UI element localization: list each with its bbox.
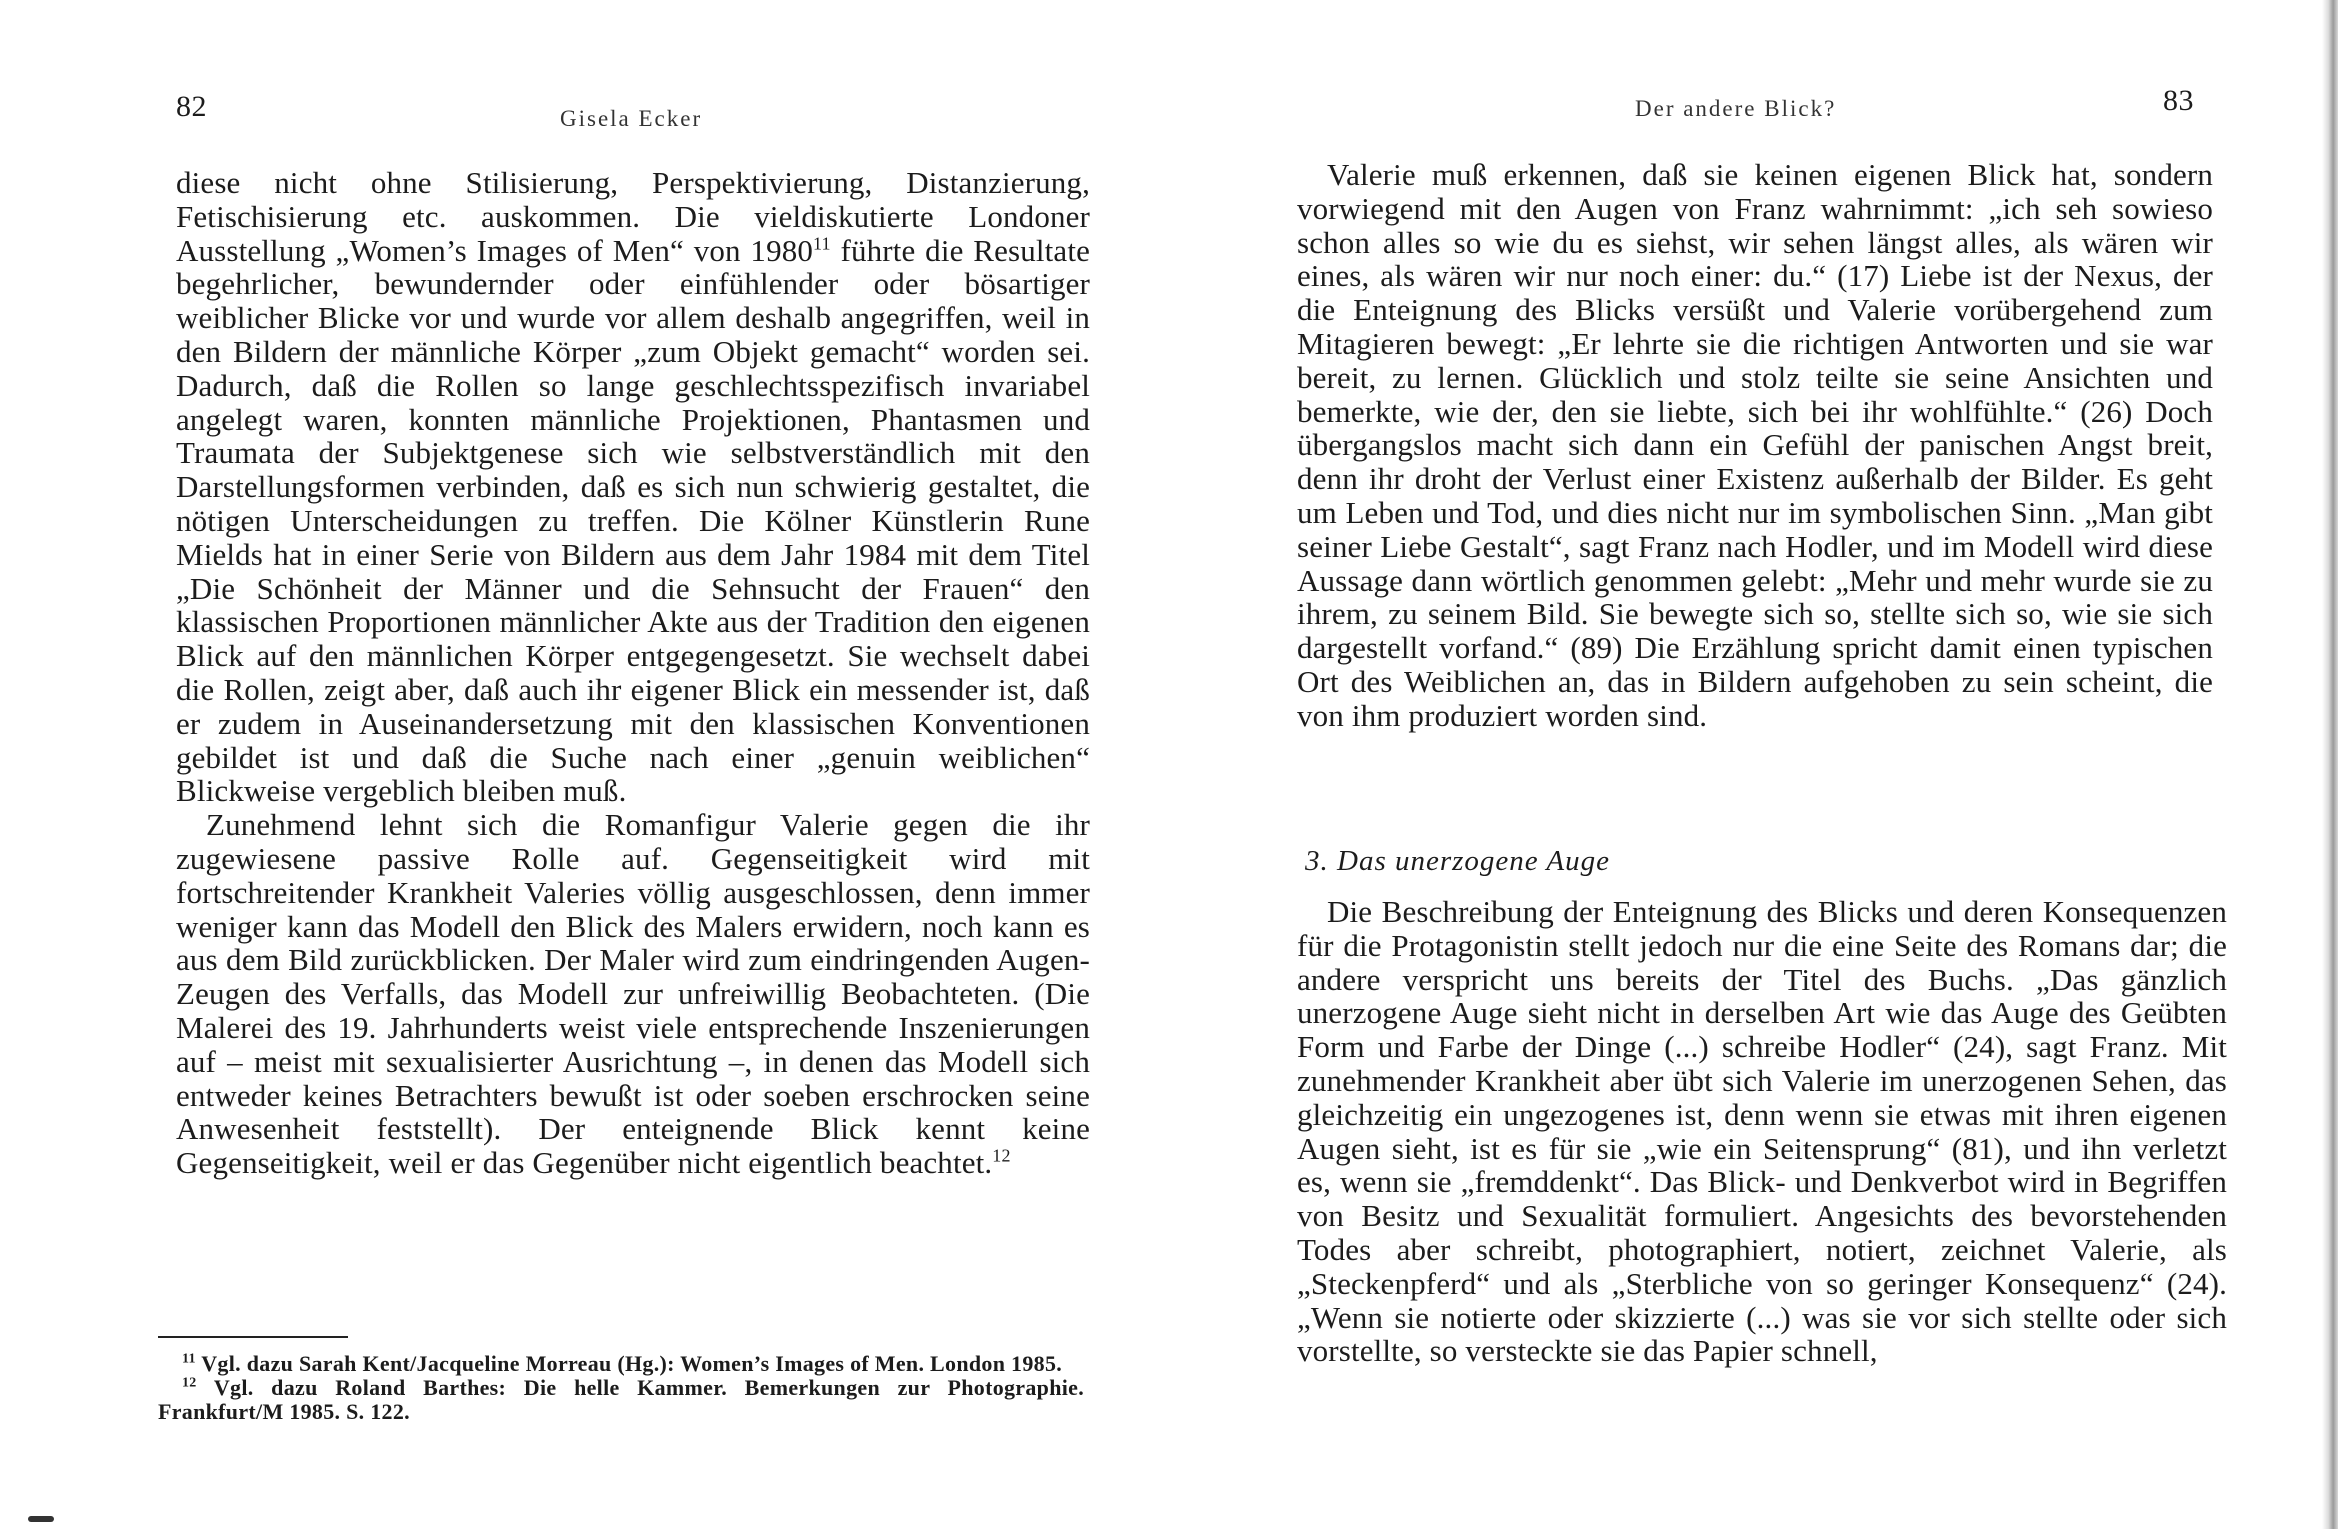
- body-text: [1297, 158, 2213, 733]
- scan-edge: [2322, 0, 2338, 1529]
- paragraph: Zunehmend lehnt sich die Romanfigur Valerie gegen die ihr zugewiesene passive Rolle auf. Gegenseitigkeit wird mit fortschreitender Krankheit Valeries völlig ausgeschlossen, denn immer weniger kann das Modell den Blick des Malers erwidern, noch kann es aus dem Bild zurückblicken. Der Maler wird zum eindringenden Augen-Zeugen des Verfalls, das Modell zur unfreiwillig Beobachteten. (Die Malerei des 19. Jahrhunderts weist viele entsprechende Inszenierungen auf – meist mit sexualisierter Ausrichtung –, in denen das Modell sich entweder keines Betrachters bewußt ist oder soeben erschrocken seine Anwesenheit feststellt). Der enteignende Blick kennt keine Gegenseitigkeit, weil er das Gegenüber nicht eigentlich beachtet.$^{12}$: [176, 807, 1090, 1181]
- footnote-rule: [158, 1336, 348, 1338]
- footnote: $^{11}$ Vgl. dazu Sarah Kent/Jacqueline Morreau (Hg.): Women’s Images of Men. London 1985.: [182, 1351, 1063, 1376]
- footnotes: [158, 1352, 1084, 1424]
- footnote: $^{12}$ Vgl. dazu Roland Barthes: Die helle Kammer. Bemerkungen zur Photographie. Frankfurt/M 1985. S. 122.: [158, 1375, 1085, 1424]
- running-head: Gisela Ecker: [560, 106, 703, 131]
- running-head: Der andere Blick?: [1635, 96, 1837, 121]
- footnote-ref: 11: [813, 233, 831, 254]
- page-number: 82: [176, 90, 207, 123]
- paragraph: Valerie muß erkennen, daß sie keinen eigenen Blick hat, sondern vorwiegend mit den Augen von Franz wahrnimmt: „ich seh sowieso schon alles so wie du es siehst, wir sehen längst alles, als wären wir eines, als wären wir nur noch einer: du.“ (17) Liebe ist der Nexus, der die Enteignung des Blicks versüßt und Valerie vorübergehend zum Mitagieren bewegt: „Er lehrte sie die richtigen Antworten und sie war bereit, zu lernen. Glücklich und stolz teilte sie seine Ansichten und bemerkte, wie der, den sie liebte, sich bei ihr wohlfühlte.“ (26) Doch übergangslos macht sich dann ein Gefühl der panischen Angst breit, denn ihr droht der Verlust einer Existenz außerhalb der Bilder. Es geht um Leben und Tod, und dies nicht nur im symbolischen Sinn. „Man gibt seiner Liebe Gestalt“, sagt Franz nach Hodler, und im Modell wird diese Aussage dann wörtlich genommen gelebt: „Mehr und mehr wurde sie zu ihrem, zu seinem Bild. Sie bewegte sich so, stellte sich so, wie sie sich dargestellt vorfand.“ (89) Die Erzählung spricht damit einen typischen Ort des Weiblichen an, das in Bildern aufgehoben zu sein scheint, die von ihm produziert worden sind.: [1297, 157, 2213, 733]
- paragraph: diese nicht ohne Stilisierung, Perspektivierung, Distanzierung, Fetischisierung etc. auskommen. Die vieldiskutierte Londoner Ausstellung „Women’s Images of Men“ von 1980$^{11}$ führte die Resultate begehrlicher, bewundernder oder einfühlender oder bösartiger weiblicher Blicke vor und wurde vor allem deshalb angegriffen, weil in den Bildern der männliche Körper „zum Objekt gemacht“ worden sei. Dadurch, daß die Rollen so lange geschlechtsspezifisch invariabel angelegt waren, konnten männliche Projektionen, Phantasmen und Traumata der Subjektgenese sich wie selbstverständlich mit den Darstellungsformen verbinden, daß es sich nun schwierig gestaltet, die nötigen Unterscheidungen zu treffen. Die Kölner Künstlerin Rune Mields hat in einer Serie von Bildern aus dem Jahr 1984 mit dem Titel „Die Schönheit der Männer und die Sehnsucht der Frauen“ den klassischen Proportionen männlicher Akte aus der Tradition den eigenen Blick auf den männlichen Körper entgegengesetzt. Sie wechselt dabei die Rollen, zeigt aber, daß auch ihr eigener Blick ein messender ist, daß er zudem in Auseinandersetzung mit den klassischen Konventionen gebildet ist und daß die Suche nach einer „genuin weiblichen“ Blickweise vergeblich bleiben muß.: [176, 165, 1090, 809]
- footnote-ref: 12: [992, 1145, 1011, 1166]
- page-number: 83: [2163, 84, 2194, 117]
- body-text: [1297, 895, 2227, 1368]
- paragraph: Die Beschreibung der Enteignung des Blicks und deren Konsequenzen für die Protagonistin stellt jedoch nur die eine Seite des Romans dar; die andere verspricht uns bereits der Titel des Buchs. „Das gänzlich unerzogene Auge sieht nicht in derselben Art wie das Auge des Geübten Form und Farbe der Dinge (...) schreibe Hodler“ (24), sagt Franz. Mit zunehmender Krankheit aber übt sich Valerie im unerzogenen Sehen, das gleichzeitig ein ungezogenes ist, denn wenn sie etwas mit ihren eigenen Augen sieht, ist es für sie „wie ein Seitensprung“ (81), und ihn verletzt es, wenn sie „fremddenkt“. Das Blick- und Denkverbot wird in Begriffen von Besitz und Sexualität formuliert. Angesichts des bevorstehenden Todes aber schreibt, photographiert, notiert, zeichnet Valerie, als „Steckenpferd“ und als „Sterbliche von so geringer Konsequenz“ (24). „Wenn sie notierte oder skizzierte (...) was sie vor sich stellte oder sich vorstellte, so versteckte sie das Papier schnell,: [1297, 894, 2227, 1369]
- scan-mark: [28, 1516, 54, 1522]
- body-text: [176, 166, 1090, 1180]
- right-page: [1169, 0, 2338, 1529]
- section-heading: 3. Das unerzogene Auge: [1305, 845, 1610, 877]
